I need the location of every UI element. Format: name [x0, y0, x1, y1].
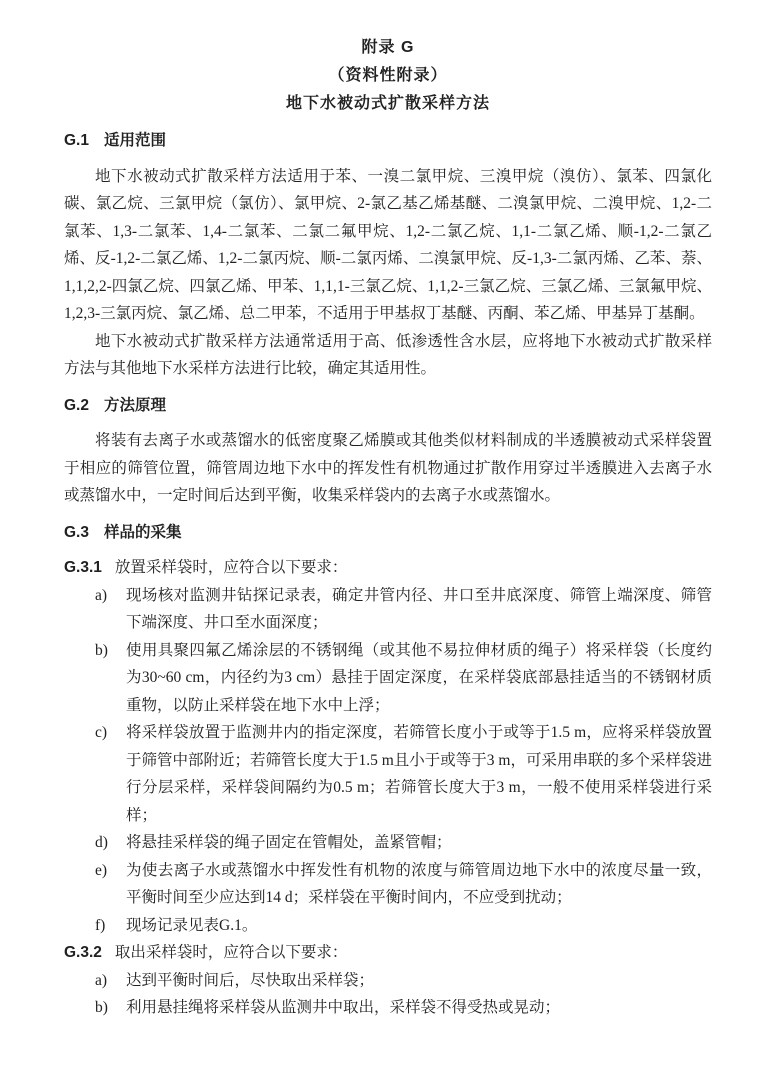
list-item-g311-f: [64, 912, 712, 940]
list-item-g311-d: [64, 829, 712, 857]
appendix-label: 附录 G: [361, 39, 415, 56]
clause-g3-2: [64, 939, 712, 967]
list-item-text: 利用悬挂绳将采样袋从监测井中取出，采样袋不得受热或晃动；: [126, 999, 561, 1016]
section-g1-heading: [64, 127, 712, 155]
section-g3-title: 样品的采集: [103, 523, 182, 541]
clause-g3-1-text: 放置采样袋时，应符合以下要求：: [114, 559, 348, 576]
clause-g3-2-text: 取出采样袋时，应符合以下要求：: [114, 944, 348, 961]
list-item-label: c): [95, 724, 108, 741]
clause-g3-1-number: G.3.1: [64, 559, 102, 576]
list-item-text: 现场记录见表G.1。: [126, 916, 258, 934]
list-item-label: b): [95, 641, 108, 659]
list-item-label: d): [95, 834, 108, 851]
list-item-text: 达到平衡时间后，尽快取出采样袋；: [126, 971, 375, 989]
list-item-text: 将采样袋放置于监测井内的指定深度，若筛管长度小于或等于1.5 m，应将采样袋放置于筛管中部附近；若筛管长度大于1.5 m且小于或等于3 m，可采用串联的多个采样袋进行分层采样，采样袋间隔约为0.5 m；若筛管长度大于3 m，一般不使用采样袋进行采样；: [126, 724, 712, 824]
clause-g3-1: [64, 554, 712, 582]
list-item-g311-c: [64, 719, 712, 829]
list-item-text: 现场核对监测井钻探记录表，确定井管内径、井口至井底深度、筛管上端深度、筛管下端深度、井口至水面深度；: [126, 586, 712, 631]
paragraph-method-principle: 将装有去离子水或蒸馏水的低密度聚乙烯膜或其他类似材料制成的半透膜被动式采样袋置于相应的筛管位置，筛管周边地下水中的挥发性有机物通过扩散作用穿过半透膜进入去离子水或蒸馏水中，一定时间后达到平衡，收集采样袋内的去离子水或蒸馏水。: [64, 432, 712, 504]
list-item-text: 为使去离子水或蒸馏水中挥发性有机物的浓度与筛管周边地下水中的浓度尽量一致，平衡时间至少应达到14 d；采样袋在平衡时间内，不应受到扰动；: [126, 861, 712, 906]
section-g1-title: 适用范围: [103, 132, 166, 149]
list-item-g311-e: [64, 857, 712, 912]
list-item-g311-b: [64, 637, 712, 720]
list-item-label: f): [95, 916, 106, 934]
section-g2-number: G.2: [64, 396, 89, 414]
section-g3-number: G.3: [64, 523, 89, 541]
section-g2-title: 方法原理: [103, 396, 166, 414]
list-item-g311-a: [64, 582, 712, 637]
list-item-text: 将悬挂采样袋的绳子固定在管帽处，盖紧管帽；: [126, 834, 452, 851]
list-item-label: a): [95, 971, 108, 989]
appendix-title: 地下水被动式扩散采样方法: [285, 95, 490, 112]
paragraph-scope-compounds: 地下水被动式扩散采样方法适用于苯、一溴二氯甲烷、三溴甲烷（溴仿）、氯苯、四氯化碳、氯乙烷、三氯甲烷（氯仿）、氯甲烷、2-氯乙基乙烯基醚、二溴氯甲烷、二溴甲烷、1,2-二氯苯、1,3-二氯苯、1,4-二氯苯、二氯二氟甲烷、1,2-二氯乙烷、1,1-二氯乙烯、顺-1,2-二氯乙烯、反-1,2-二氯乙烯、1,2-二氯丙烷、顺-二氯丙烯、二溴氯甲烷、反-1,3-二氯丙烯、乙苯、萘、1,1,2,2-四氯乙烷、四氯乙烯、甲苯、1,1,1-三氯乙烷、1,1,2-三氯乙烷、三氯乙烯、三氯氟甲烷、1,2,3-三氯丙烷、氯乙烯、总二甲苯，不适用于甲基叔丁基醚、丙酮、苯乙烯、甲基异丁基酮。: [64, 167, 712, 322]
title-block: [64, 34, 712, 118]
list-item-label: b): [95, 999, 108, 1016]
clause-g3-2-number: G.3.2: [64, 944, 102, 961]
list-item-label: e): [95, 861, 108, 879]
list-item-text: 使用具聚四氟乙烯涂层的不锈钢绳（或其他不易拉伸材质的绳子）将采样袋（长度约为30~60 cm，内径约为3 cm）悬挂于固定深度，在采样袋底部悬挂适当的不锈钢材质重物，以防止采样袋在地下水中上浮；: [126, 641, 712, 714]
section-g2-heading: [64, 392, 712, 420]
paragraph-scope-applicability: 地下水被动式扩散采样方法通常适用于高、低渗透性含水层，应将地下水被动式扩散采样方法与其他地下水采样方法进行比较，确定其适用性。: [64, 332, 712, 377]
appendix-type: （资料性附录）: [328, 67, 448, 84]
list-item-g312-b: [64, 994, 712, 1022]
list-item-label: a): [95, 586, 108, 604]
list-item-g312-a: [64, 967, 712, 995]
section-g3-heading: [64, 519, 712, 547]
section-g1-number: G.1: [64, 132, 89, 149]
